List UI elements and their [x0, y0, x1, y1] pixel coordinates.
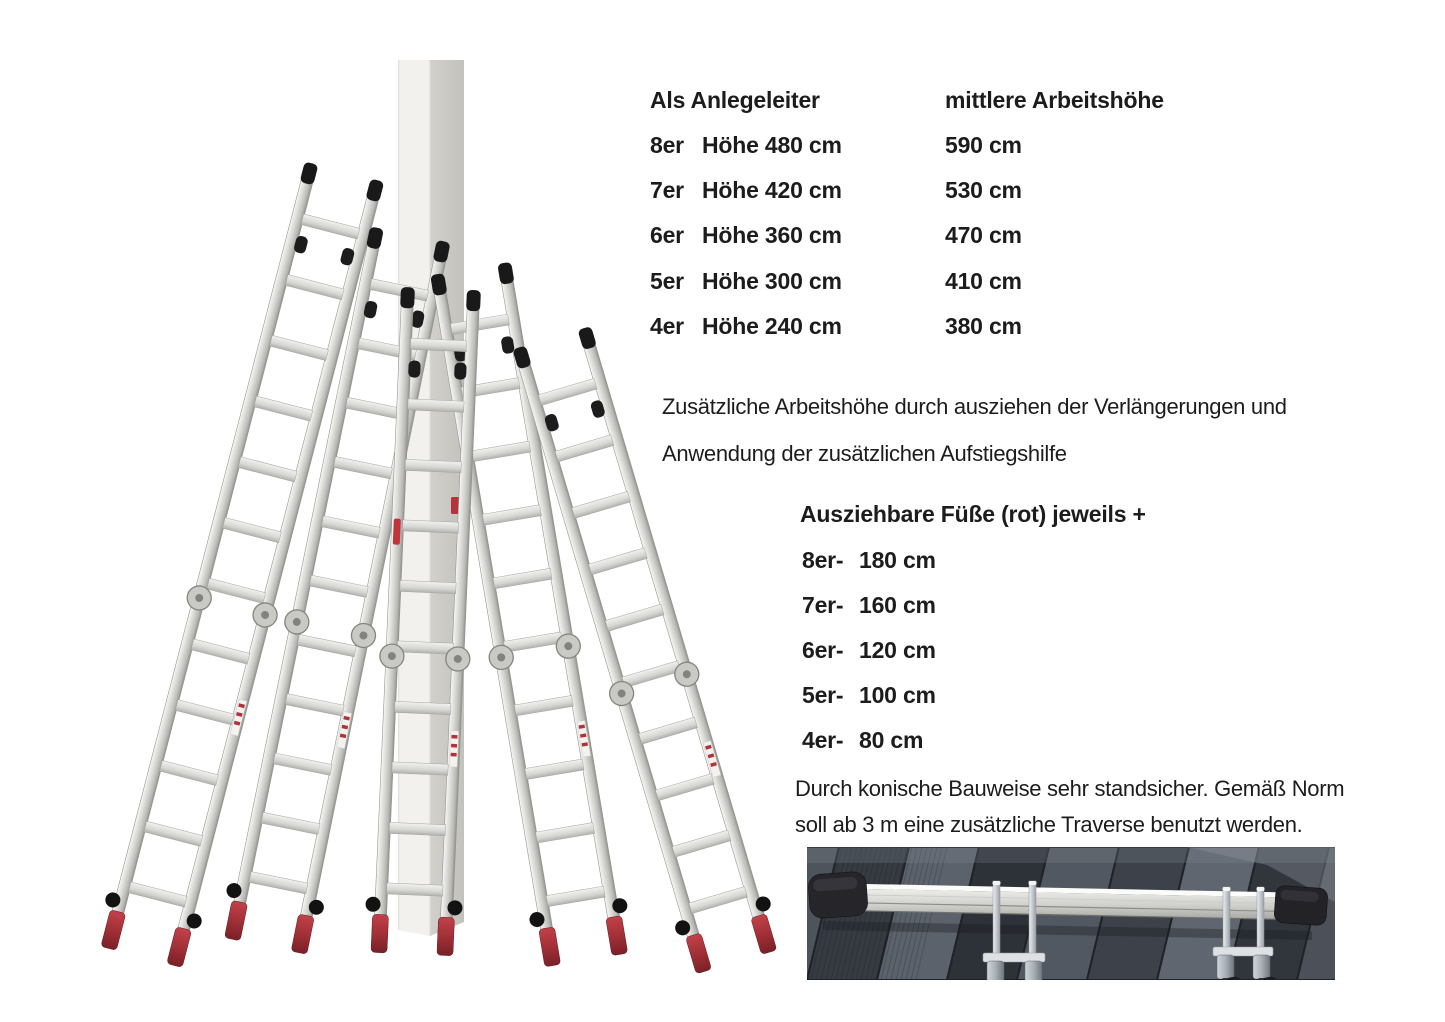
- hoehe-label: Höhe 300 cm: [702, 268, 842, 294]
- size-label: 5er: [650, 268, 684, 294]
- traverse-note-line-2: soll ab 3 m eine zusätzliche Traverse benutzt werden.: [795, 812, 1303, 837]
- hoehe-label: Höhe 480 cm: [702, 132, 842, 158]
- arbeitshoehe-value: 470 cm: [945, 222, 1022, 248]
- table-row: [650, 134, 1290, 157]
- size-label: 6er: [650, 222, 684, 248]
- extension-value: 180 cm: [859, 547, 936, 573]
- hoehe-label: Höhe 360 cm: [702, 222, 842, 248]
- table-row: [650, 224, 1290, 247]
- size-label: 4er: [650, 313, 684, 339]
- size-label: 8er: [650, 132, 684, 158]
- fuesse-row: [802, 684, 936, 707]
- table-row: [650, 270, 1290, 293]
- table-header-right: mittlere Arbeitshöhe: [945, 87, 1164, 113]
- arbeitshoehe-value: 380 cm: [945, 313, 1022, 339]
- size-label: 7er-: [802, 592, 844, 618]
- fuesse-row: [802, 594, 936, 617]
- fuesse-heading: Ausziehbare Füße (rot) jeweils +: [800, 501, 1146, 527]
- note-line-2: Anwendung der zusätzlichen Aufstiegshilfe: [662, 441, 1067, 466]
- fuesse-row: [802, 639, 936, 662]
- traverse-note-line-1: Durch konische Bauweise sehr standsicher. Gemäß Norm: [795, 776, 1345, 801]
- fuesse-row: [802, 729, 923, 752]
- fuesse-row: [802, 549, 936, 572]
- size-label: 4er-: [802, 727, 844, 753]
- size-label: 5er-: [802, 682, 844, 708]
- table-header-left: Als Anlegeleiter: [650, 87, 820, 113]
- extension-value: 80 cm: [859, 727, 924, 753]
- note-line-1: Zusätzliche Arbeitshöhe durch ausziehen der Verlängerungen und: [662, 394, 1287, 419]
- extension-value: 120 cm: [859, 637, 936, 663]
- arbeitshoehe-value: 590 cm: [945, 132, 1022, 158]
- size-label: 8er-: [802, 547, 844, 573]
- table-row: [650, 179, 1290, 202]
- extension-value: 100 cm: [859, 682, 936, 708]
- traverse-photo: [807, 847, 1335, 980]
- hoehe-label: Höhe 240 cm: [702, 313, 842, 339]
- hoehe-label: Höhe 420 cm: [702, 177, 842, 203]
- table-row: [650, 315, 1290, 338]
- size-label: 7er: [650, 177, 684, 203]
- arbeitshoehe-value: 410 cm: [945, 268, 1022, 294]
- extension-value: 160 cm: [859, 592, 936, 618]
- arbeitshoehe-value: 530 cm: [945, 177, 1022, 203]
- size-label: 6er-: [802, 637, 844, 663]
